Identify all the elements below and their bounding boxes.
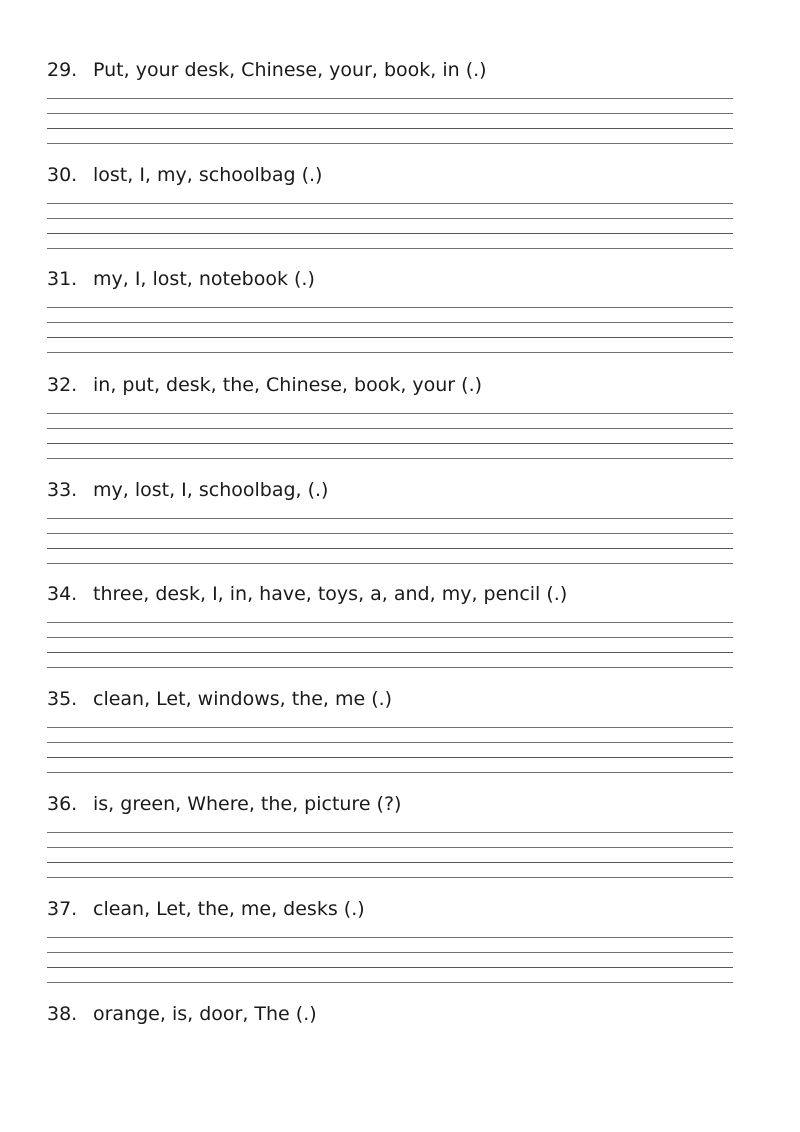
base-line [47, 548, 733, 549]
guide-line [47, 533, 733, 534]
base-line [47, 862, 733, 863]
guide-line [47, 727, 733, 728]
guide-line [47, 458, 733, 459]
question-number: 38. [47, 1003, 78, 1025]
base-line [47, 443, 733, 444]
guide-line [47, 203, 733, 204]
guide-line [47, 248, 733, 249]
scrambled-words: three, desk, I, in, have, toys, a, and, my, pencil (.) [93, 583, 568, 605]
question-number: 35. [47, 688, 78, 710]
scrambled-words: lost, I, my, schoolbag (.) [93, 164, 323, 186]
guide-line [47, 832, 733, 833]
guide-line [47, 563, 733, 564]
guide-line [47, 98, 733, 99]
question-prompt [47, 685, 392, 713]
question-number: 31. [47, 268, 78, 290]
writing-lines[interactable] [47, 98, 733, 144]
guide-line [47, 352, 733, 353]
scrambled-words: orange, is, door, The (.) [93, 1003, 317, 1025]
base-line [47, 337, 733, 338]
writing-lines[interactable] [47, 203, 733, 249]
scrambled-words: my, I, lost, notebook (.) [93, 268, 315, 290]
writing-lines[interactable] [47, 937, 733, 983]
writing-lines[interactable] [47, 413, 733, 459]
writing-lines[interactable] [47, 832, 733, 878]
question-number: 34. [47, 583, 78, 605]
guide-line [47, 937, 733, 938]
scrambled-words: clean, Let, windows, the, me (.) [93, 688, 393, 710]
question-number: 37. [47, 898, 78, 920]
guide-line [47, 952, 733, 953]
scrambled-words: clean, Let, the, me, desks (.) [93, 898, 365, 920]
guide-line [47, 428, 733, 429]
writing-lines[interactable] [47, 727, 733, 773]
guide-line [47, 637, 733, 638]
writing-lines[interactable] [47, 518, 733, 564]
guide-line [47, 622, 733, 623]
guide-line [47, 667, 733, 668]
guide-line [47, 847, 733, 848]
question-number: 30. [47, 164, 78, 186]
guide-line [47, 413, 733, 414]
question-prompt [47, 790, 401, 818]
guide-line [47, 113, 733, 114]
guide-line [47, 742, 733, 743]
guide-line [47, 322, 733, 323]
question-prompt [47, 56, 487, 84]
scrambled-words: in, put, desk, the, Chinese, book, your (.) [93, 374, 483, 396]
question-prompt [47, 265, 315, 293]
question-prompt [47, 895, 365, 923]
base-line [47, 652, 733, 653]
question-number: 32. [47, 374, 78, 396]
guide-line [47, 143, 733, 144]
guide-line [47, 307, 733, 308]
scrambled-words: is, green, Where, the, picture (?) [93, 793, 402, 815]
guide-line [47, 218, 733, 219]
writing-lines[interactable] [47, 307, 733, 353]
base-line [47, 233, 733, 234]
scrambled-words: my, lost, I, schoolbag, (.) [93, 479, 329, 501]
base-line [47, 128, 733, 129]
guide-line [47, 877, 733, 878]
question-number: 36. [47, 793, 78, 815]
question-prompt [47, 476, 328, 504]
scrambled-words: Put, your desk, Chinese, your, book, in (.) [93, 59, 487, 81]
base-line [47, 757, 733, 758]
guide-line [47, 982, 733, 983]
guide-line [47, 518, 733, 519]
base-line [47, 967, 733, 968]
guide-line [47, 772, 733, 773]
question-prompt [47, 371, 482, 399]
question-prompt [47, 580, 567, 608]
question-number: 33. [47, 479, 78, 501]
question-prompt [47, 1000, 317, 1028]
writing-lines[interactable] [47, 622, 733, 668]
question-prompt [47, 161, 322, 189]
question-number: 29. [47, 59, 78, 81]
